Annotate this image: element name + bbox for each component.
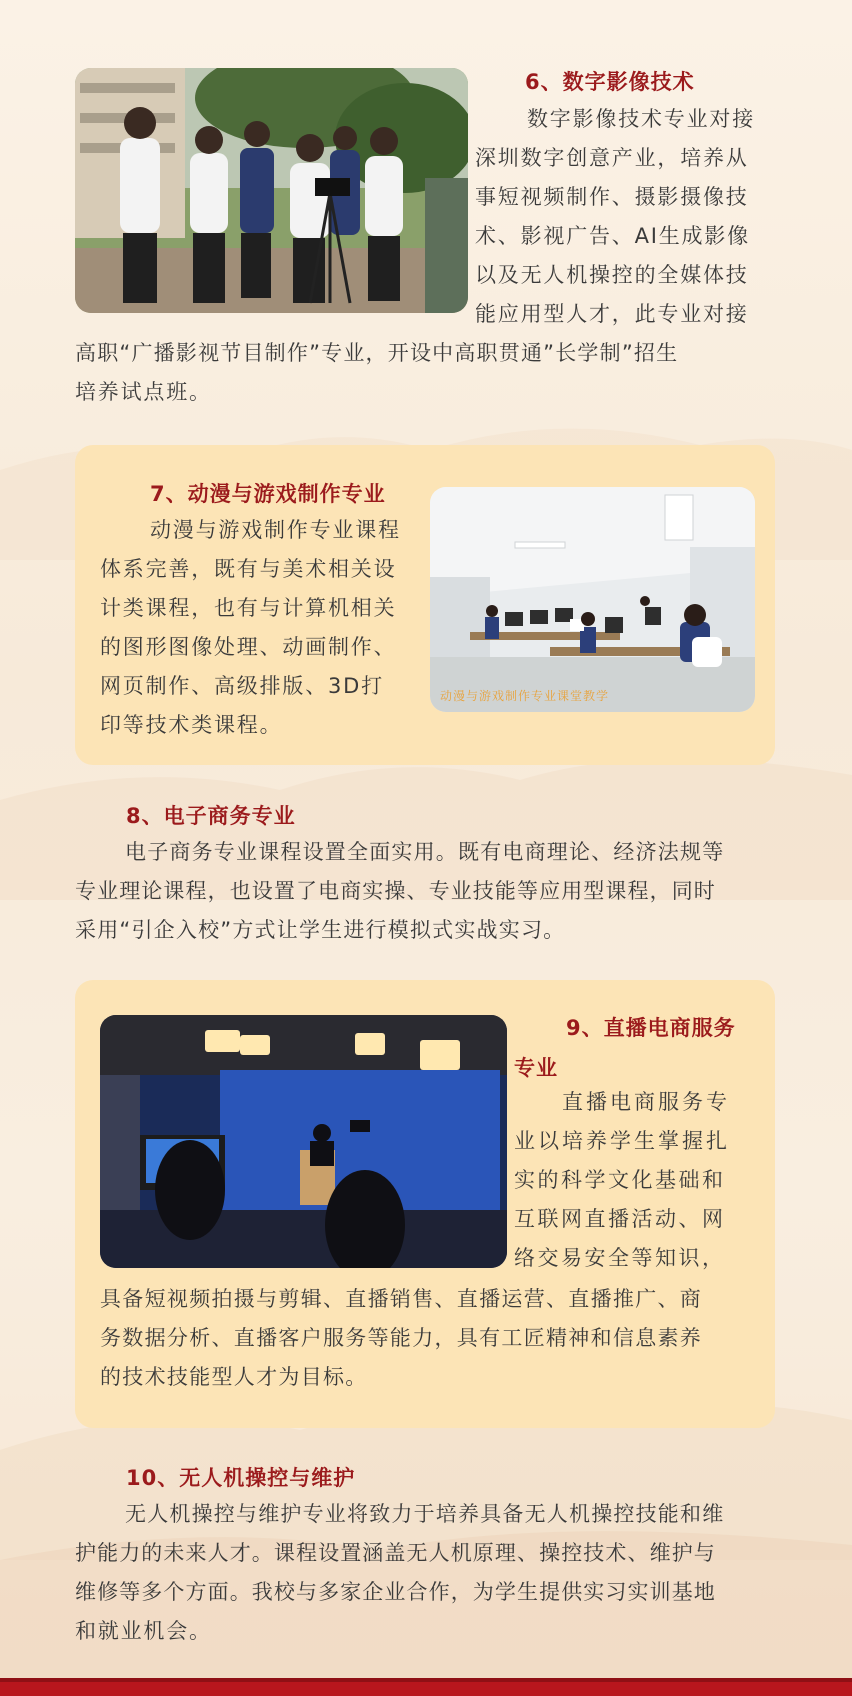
section-7-line-5: 网页制作、高级排版、3D打 <box>100 674 384 698</box>
section-6-line-8: 培养试点班。 <box>75 380 212 404</box>
students-filming-photo <box>75 68 468 313</box>
section-7-line-1: 动漫与游戏制作专业课程 <box>150 518 401 542</box>
section-9-line-7: 务数据分析、直播客户服务等能力，具有工匠精神和信息素养 <box>100 1326 703 1350</box>
section-10-line-4: 和就业机会。 <box>75 1619 212 1643</box>
section-7-line-2: 体系完善，既有与美术相关设 <box>100 557 397 581</box>
section-9-body-full <box>100 1280 765 1397</box>
section-9-line-4: 互联网直播活动、网 <box>514 1207 726 1231</box>
section-9-line-5: 络交易安全等知识， <box>514 1246 726 1270</box>
section-6-line-5: 以及无人机操控的全媒体技 <box>475 263 749 287</box>
bottom-red-bar <box>0 1678 852 1696</box>
live-streaming-studio-photo <box>100 1015 507 1268</box>
section-6-line-4: 术、影视广告、AI生成影像 <box>475 224 750 248</box>
section-6-body-full <box>75 334 785 412</box>
computer-lab-caption: 动漫与游戏制作专业课堂教学 <box>440 689 610 703</box>
section-10-line-2: 护能力的未来人才。课程设置涵盖无人机原理、操控技术、维护与 <box>75 1541 716 1565</box>
section-6-heading: 6、数字影像技术 <box>525 70 695 94</box>
section-9-line-3: 实的科学文化基础和 <box>514 1168 726 1192</box>
section-9-line-8: 的技术技能型人才为目标。 <box>100 1365 368 1389</box>
section-8-body <box>75 833 785 950</box>
section-7-line-3: 计类课程，也有与计算机相关 <box>100 596 397 620</box>
section-10-line-3: 维修等多个方面。我校与多家企业合作，为学生提供实习实训基地 <box>75 1580 716 1604</box>
section-9-heading-line-1: 9、直播电商服务 <box>566 1016 736 1040</box>
section-7-heading: 7、动漫与游戏制作专业 <box>150 482 386 506</box>
section-9-heading-line-2: 专业 <box>514 1056 558 1080</box>
section-6-line-6: 能应用型人才，此专业对接 <box>475 302 749 326</box>
section-10-body <box>75 1495 785 1651</box>
section-10-line-1: 无人机操控与维护专业将致力于培养具备无人机操控技能和维 <box>125 1502 725 1526</box>
section-6-body <box>475 100 780 334</box>
section-8-heading: 8、电子商务专业 <box>126 804 296 828</box>
section-7-line-6: 印等技术类课程。 <box>100 713 283 737</box>
section-7-line-4: 的图形图像处理、动画制作、 <box>100 635 397 659</box>
section-6-line-1: 数字影像技术专业对接 <box>527 107 755 131</box>
section-8-line-1: 电子商务专业课程设置全面实用。既有电商理论、经济法规等 <box>125 840 725 864</box>
section-9-body <box>514 1083 764 1278</box>
section-6-line-3: 事短视频制作、摄影摄像技 <box>475 185 749 209</box>
section-8-line-3: 采用“引企入校”方式让学生进行模拟式实战实习。 <box>75 918 566 942</box>
section-6-line-2: 深圳数字创意产业，培养从 <box>475 146 749 170</box>
section-6-line-7: 高职“广播影视节目制作”专业，开设中高职贯通”长学制”招生 <box>75 341 679 365</box>
section-7-body <box>100 511 420 745</box>
section-9-line-1: 直播电商服务专 <box>562 1090 730 1114</box>
section-8-line-2: 专业理论课程，也设置了电商实操、专业技能等应用型课程，同时 <box>75 879 716 903</box>
section-9-line-2: 业以培养学生掌握扎 <box>514 1129 730 1153</box>
section-10-heading: 10、无人机操控与维护 <box>126 1466 356 1490</box>
computer-lab-photo <box>430 487 755 712</box>
section-9-line-6: 具备短视频拍摄与剪辑、直播销售、直播运营、直播推广、商 <box>100 1287 703 1311</box>
